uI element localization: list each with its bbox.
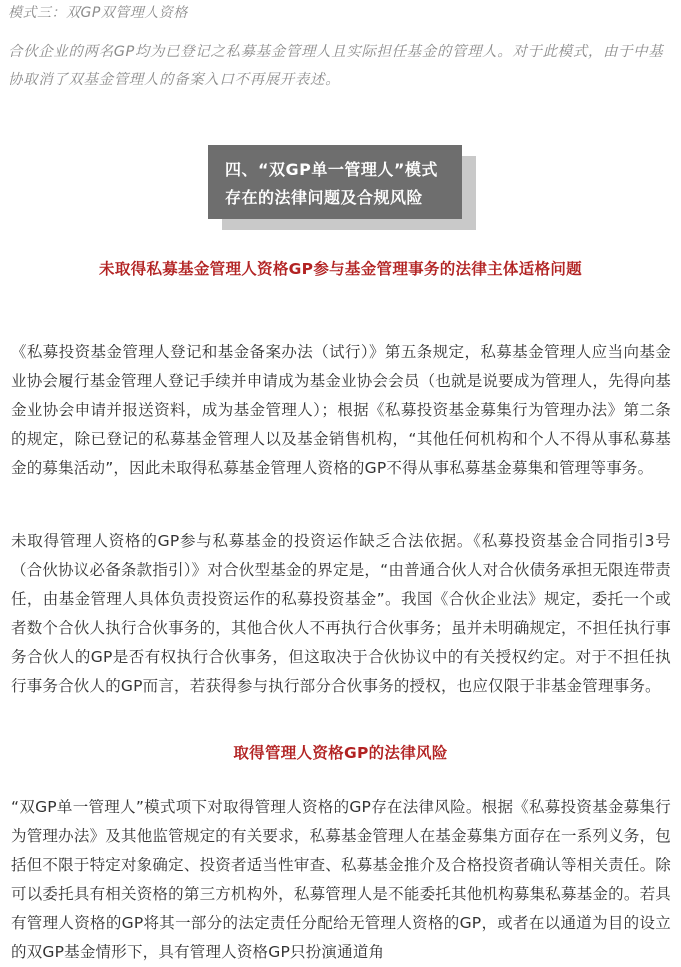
body-paragraph-2: 未取得管理人资格的GP参与私募基金的投资运作缺乏合法依据。《私募投资基金合同指引3号（合伙协议必备条款指引）》对合伙型基金的界定是，“由普通合伙人对合伙债务承担无限连带责任，由基金管理人具体负责投资运作的私募投资基金”。我国《合伙企业法》规定，委托一个或者数个合伙人执行合伙事务的，其他合伙人不再执行合伙事务；虽并未明确规定，不担任执行事务合伙人的GP是否有权执行合伙事务，但这取决于合伙协议中的有关授权约定。对于不担任执行事务合伙人的GP而言，若获得参与执行部分合伙事务的授权，也应仅限于非基金管理事务。 bbox=[11, 532, 671, 695]
body-paragraph-3: “双GP单一管理人”模式项下对取得管理人资格的GP存在法律风险。根据《私募投资基金募集行为管理办法》及其他监管规定的有关要求，私募基金管理人在基金募集方面存在一系列义务，包括但不限于特定对象确定、投资者适当性审查、私募基金推介及合格投资者确认等相关责任。除可以委托具有相关资格的第三方机构外，私募管理人是不能委托其他机构募集私募基金的。若具有管理人资格的GP将其一部分的法定责任分配给无管理人资格的GP，或者在以通道为目的设立的双GP基金情形下，具有管理人资格GP只扮演通道角 bbox=[11, 798, 671, 961]
section-banner bbox=[208, 145, 462, 219]
subheading-legal-risk: 取得管理人资格GP的法律风险 bbox=[233, 744, 448, 762]
section-banner-line-1: 四、“双GP单一管理人”模式 bbox=[225, 160, 438, 179]
mode-title: 模式三：双GP双管理人资格 bbox=[8, 5, 188, 21]
body-paragraph-1: 《私募投资基金管理人登记和基金备案办法（试行）》第五条规定，私募基金管理人应当向基金业协会履行基金管理人登记手续并申请成为基金业协会会员（也就是说要成为管理人，先得向基金业协会申请并报送资料，成为基金管理人）；根据《私募投资基金募集行为管理办法》第二条的规定，除已登记的私募基金管理人以及基金销售机构，“其他任何机构和个人不得从事私募基金的募集活动”，因此未取得私募基金管理人资格的GP不得从事私募基金募集和管理等事务。 bbox=[11, 343, 671, 477]
intro-paragraph: 合伙企业的两名GP均为已登记之私募基金管理人且实际担任基金的管理人。对于此模式，由于中基协取消了双基金管理人的备案入口不再展开表述。 bbox=[8, 44, 664, 88]
section-banner-line-2: 存在的法律问题及合规风险 bbox=[225, 188, 424, 207]
subheading-qualification-issue: 未取得私募基金管理人资格GP参与基金管理事务的法律主体适格问题 bbox=[99, 260, 582, 278]
